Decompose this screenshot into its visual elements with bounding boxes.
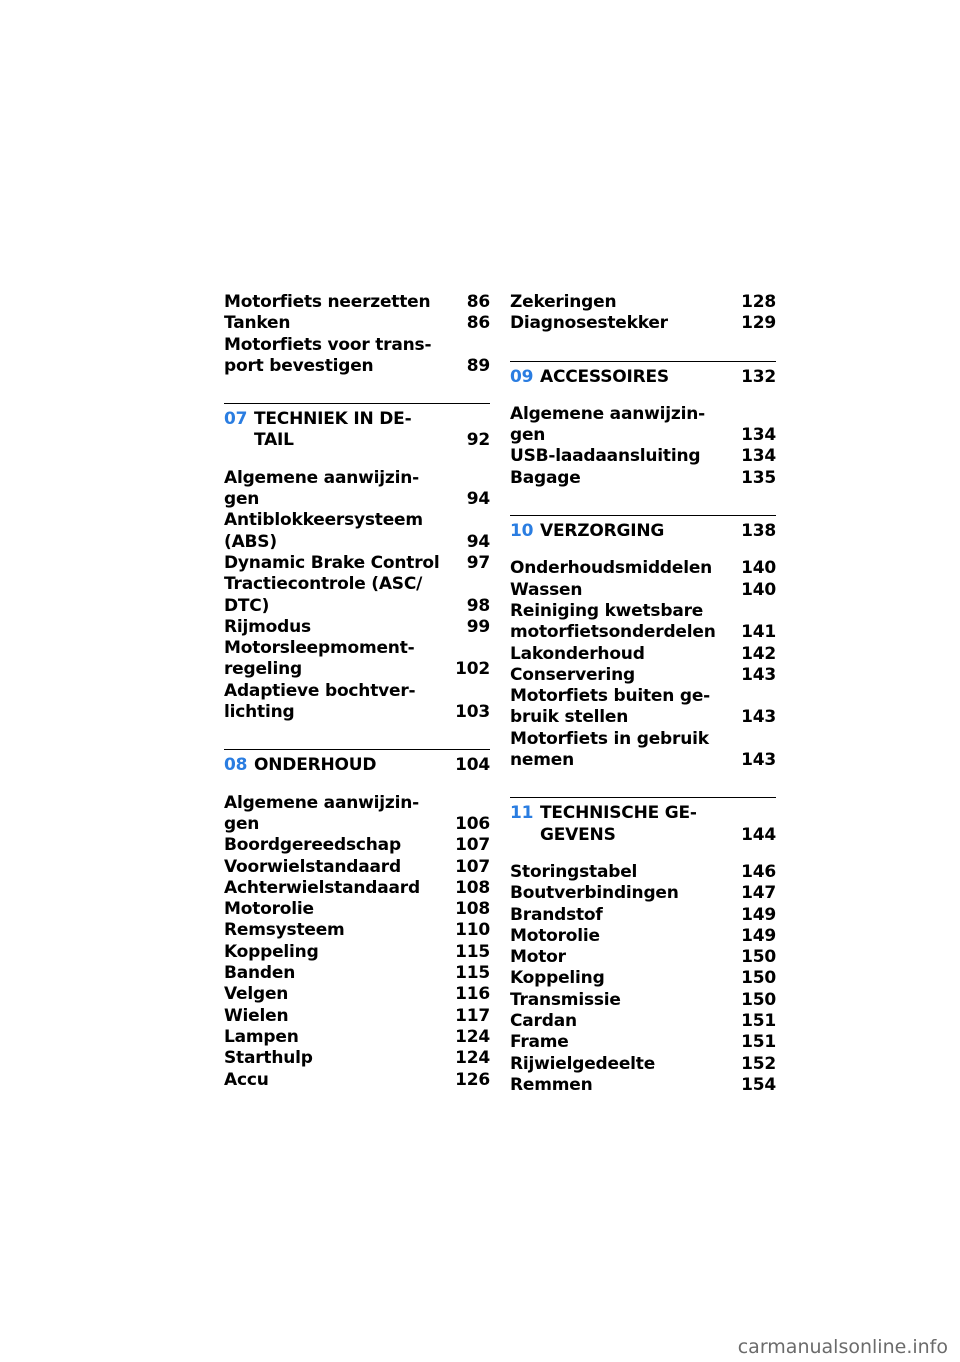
toc-entry-page: 135 <box>741 467 776 488</box>
toc-entry-title: Motorfiets buiten ge- <box>510 686 711 707</box>
toc-entry-title: Rijmodus <box>224 616 311 637</box>
toc-entry-page: 94 <box>466 531 490 552</box>
toc-entry-page: 151 <box>741 1032 776 1053</box>
toc-entry-page: 117 <box>455 1005 490 1026</box>
toc-entry-title: gen <box>510 425 546 446</box>
section-entries <box>510 558 776 771</box>
section-number: 07 <box>224 409 248 430</box>
section-title: TECHNIEK IN DE- <box>254 409 412 430</box>
section-11 <box>510 797 776 846</box>
toc-entry-page: 154 <box>741 1074 776 1095</box>
toc-entry[interactable] <box>510 926 776 947</box>
toc-entry-page: 143 <box>741 707 776 728</box>
toc-entry-page: 103 <box>455 702 490 723</box>
section-heading[interactable] <box>224 755 490 776</box>
section-number: 08 <box>224 755 248 776</box>
toc-entry[interactable] <box>224 553 490 574</box>
section-heading[interactable] <box>224 409 490 430</box>
toc-entry[interactable] <box>224 1027 490 1048</box>
toc-entry-page: 151 <box>741 1011 776 1032</box>
section-entries <box>224 468 490 724</box>
toc-entry-title: Reiniging kwetsbare <box>510 600 704 621</box>
toc-entry-title: Remmen <box>510 1074 593 1095</box>
toc-entry[interactable] <box>224 617 490 638</box>
toc-entry-page: 110 <box>455 920 490 941</box>
toc-entry-page: 124 <box>455 1048 490 1069</box>
toc-entry-page: 150 <box>741 989 776 1010</box>
toc-entry[interactable] <box>224 920 490 941</box>
toc-entry-title: Accu <box>224 1069 269 1090</box>
toc-entry[interactable] <box>510 1054 776 1075</box>
section-title: TECHNISCHE GE- <box>540 803 697 824</box>
toc-entry-title: Cardan <box>510 1011 577 1032</box>
toc-entry-title: Achterwielstandaard <box>224 877 420 898</box>
toc-entry-title: motorfietsonderdelen <box>510 622 716 643</box>
toc-entry-title: Motorsleepmoment- <box>224 638 415 659</box>
toc-entry[interactable] <box>510 905 776 926</box>
toc-entry-page: 107 <box>455 835 490 856</box>
toc-entry-title: Zekeringen <box>510 292 617 312</box>
toc-column-right <box>510 292 776 1096</box>
section-heading[interactable] <box>510 521 776 542</box>
toc-entry-title: Voorwielstandaard <box>224 856 401 877</box>
section-heading[interactable] <box>510 367 776 388</box>
toc-entry-title: Banden <box>224 963 296 984</box>
toc-entry[interactable] <box>224 489 490 510</box>
toc-column-left <box>224 292 490 1091</box>
toc-entry-title: Tractiecontrole (ASC/ <box>224 574 423 595</box>
section-title: ONDERHOUD <box>254 755 377 776</box>
toc-entry-page: 150 <box>741 947 776 968</box>
toc-entry-page: 108 <box>455 899 490 920</box>
toc-entry[interactable] <box>510 990 776 1011</box>
toc-entry-page: 102 <box>455 659 490 680</box>
toc-entry[interactable] <box>224 835 490 856</box>
toc-entry-title: Algemene aanwijzin- <box>510 403 705 424</box>
section-09 <box>510 361 776 388</box>
section-title: ACCESSOIRES <box>540 366 669 387</box>
toc-entry[interactable] <box>510 446 776 467</box>
toc-entry-title: Tanken <box>224 313 291 334</box>
toc-entry-page: 106 <box>455 813 490 834</box>
toc-entry-title: Algemene aanwijzin- <box>224 792 419 813</box>
toc-entry-title: Diagnosestekker <box>510 313 668 334</box>
toc-entry[interactable] <box>510 292 776 313</box>
toc-entry-title: nemen <box>510 750 574 771</box>
toc-entry-title: Dynamic Brake Control <box>224 552 440 573</box>
section-page: 144 <box>741 824 776 845</box>
section-number: 11 <box>510 803 534 824</box>
toc-entry-page: 128 <box>741 292 776 312</box>
toc-entry-page: 147 <box>741 883 776 904</box>
toc-entry-title: Frame <box>510 1032 569 1053</box>
toc-entry-page: 143 <box>741 664 776 685</box>
section-number: 10 <box>510 521 534 542</box>
section-title: VERZORGING <box>540 521 665 542</box>
toc-entry-page: 99 <box>466 616 490 637</box>
toc-entry-title: Motorolie <box>224 899 314 920</box>
watermark: carmanualsonline.info <box>737 1336 948 1358</box>
toc-entry[interactable] <box>510 468 776 489</box>
toc-entry[interactable] <box>224 356 490 377</box>
toc-entry[interactable] <box>510 644 776 665</box>
toc-entry-page: 152 <box>741 1053 776 1074</box>
toc-entry-line <box>224 510 490 531</box>
toc-entry-title: Motorfiets neerzetten <box>224 292 431 312</box>
toc-entry-page: 94 <box>466 489 490 510</box>
section-page: 92 <box>466 430 490 451</box>
toc-entry-page: 89 <box>466 355 490 376</box>
toc-entry[interactable] <box>510 1032 776 1053</box>
toc-entry-page: 116 <box>455 984 490 1005</box>
toc-entry-title: Onderhoudsmiddelen <box>510 558 713 579</box>
toc-entry-line <box>224 638 490 659</box>
section-page: 132 <box>741 366 776 387</box>
toc-entry-title: gen <box>224 813 260 834</box>
toc-entry-title: Transmissie <box>510 989 621 1010</box>
toc-entry-line <box>224 574 490 595</box>
toc-entry-page: 150 <box>741 968 776 989</box>
section-heading-line2 <box>224 430 490 451</box>
toc-entry-title: Wielen <box>224 1005 289 1026</box>
toc-entry-page: 108 <box>455 877 490 898</box>
toc-entry-page: 98 <box>466 595 490 616</box>
toc-entry[interactable] <box>224 313 490 334</box>
toc-entry[interactable] <box>510 707 776 728</box>
toc-entry-page: 107 <box>455 856 490 877</box>
toc-entry-title: Motor <box>510 947 566 968</box>
toc-entry[interactable] <box>224 292 490 313</box>
toc-entry-title: Starthulp <box>224 1048 313 1069</box>
toc-entry-page: 86 <box>466 313 490 334</box>
toc-entry-page: 97 <box>466 552 490 573</box>
toc-entry-title: Bagage <box>510 467 581 488</box>
toc-entry[interactable] <box>224 942 490 963</box>
toc-entry-title: Remsysteem <box>224 920 345 941</box>
toc-entry-title: Rijwielgedeelte <box>510 1053 656 1074</box>
toc-entry-page: 134 <box>741 446 776 467</box>
toc-entry-title: Adaptieve bochtver- <box>224 680 416 701</box>
toc-entry-title: lichting <box>224 702 295 723</box>
toc-entry[interactable] <box>510 1075 776 1096</box>
toc-entry-page: 115 <box>455 941 490 962</box>
section-page: 138 <box>741 521 776 542</box>
section-07 <box>224 403 490 452</box>
toc-entry[interactable] <box>510 862 776 883</box>
toc-entry-line <box>510 404 776 425</box>
toc-entry-title: Motorfiets voor trans- <box>224 334 432 355</box>
toc-entry[interactable] <box>510 622 776 643</box>
toc-entry-page: 146 <box>741 861 776 882</box>
toc-entry-page: 142 <box>741 643 776 664</box>
toc-entry[interactable] <box>510 947 776 968</box>
toc-entry-line <box>224 468 490 489</box>
toc-entry-page: 124 <box>455 1026 490 1047</box>
toc-entry[interactable] <box>224 702 490 723</box>
toc-entry[interactable] <box>224 659 490 680</box>
toc-entry-title: port bevestigen <box>224 355 374 376</box>
toc-entry-page: 129 <box>741 313 776 334</box>
toc-entry-title: Lakonderhoud <box>510 643 645 664</box>
toc-entry[interactable] <box>224 1070 490 1091</box>
toc-entry-line <box>510 729 776 750</box>
section-heading-line2 <box>510 825 776 846</box>
toc-entry[interactable] <box>510 968 776 989</box>
toc-entry-line <box>510 686 776 707</box>
toc-entry[interactable] <box>224 963 490 984</box>
toc-entry-title: Storingstabel <box>510 861 638 882</box>
toc-entry-page: 143 <box>741 750 776 771</box>
section-title-continued: GEVENS <box>540 824 616 845</box>
toc-entry-title: USB-laadaansluiting <box>510 446 701 467</box>
toc-entry-title: Algemene aanwijzin- <box>224 467 419 488</box>
toc-entry-page: 134 <box>741 425 776 446</box>
toc-entry[interactable] <box>510 580 776 601</box>
toc-entry[interactable] <box>510 750 776 771</box>
toc-entry[interactable] <box>224 857 490 878</box>
toc-entry[interactable] <box>224 1006 490 1027</box>
toc-entry-line <box>224 793 490 814</box>
toc-entry-page: 149 <box>741 904 776 925</box>
toc-entry-title: Antiblokkeersysteem <box>224 510 423 531</box>
toc-entry-title: Motorolie <box>510 925 600 946</box>
toc-entry[interactable] <box>510 313 776 334</box>
section-entries <box>510 404 776 489</box>
toc-entry-line <box>224 335 490 356</box>
toc-entry[interactable] <box>510 558 776 579</box>
toc-entry-title: Boutverbindingen <box>510 883 679 904</box>
toc-entry-title: Lampen <box>224 1026 299 1047</box>
section-title-continued: TAIL <box>254 430 294 451</box>
toc-entry-page: 126 <box>455 1069 490 1090</box>
toc-entry-title: bruik stellen <box>510 707 629 728</box>
toc-entry-title: Brandstof <box>510 904 603 925</box>
toc-entry[interactable] <box>510 883 776 904</box>
toc-entry-title: Velgen <box>224 984 289 1005</box>
toc-entry-title: gen <box>224 489 260 510</box>
section-number: 09 <box>510 366 534 387</box>
toc-entry-title: Boordgereedschap <box>224 835 401 856</box>
toc-entry[interactable] <box>224 596 490 617</box>
toc-entry-line <box>224 681 490 702</box>
toc-entry[interactable] <box>510 1011 776 1032</box>
section-10 <box>510 515 776 542</box>
toc-entry-title: Koppeling <box>224 941 319 962</box>
section-entries <box>224 793 490 1091</box>
toc-entry[interactable] <box>510 425 776 446</box>
section-entries <box>510 862 776 1096</box>
toc-entry-page: 149 <box>741 925 776 946</box>
toc-entry[interactable] <box>510 665 776 686</box>
toc-entry-title: DTC) <box>224 595 270 616</box>
toc-entry-title: Conservering <box>510 664 635 685</box>
toc-entry[interactable] <box>224 1048 490 1069</box>
toc-entry[interactable] <box>224 899 490 920</box>
section-heading[interactable] <box>510 803 776 824</box>
toc-entry-line <box>510 601 776 622</box>
toc-entry[interactable] <box>224 984 490 1005</box>
toc-entry[interactable] <box>224 814 490 835</box>
toc-entry-page: 115 <box>455 963 490 984</box>
section-page: 104 <box>455 755 490 776</box>
toc-entry-title: Koppeling <box>510 968 605 989</box>
toc-entry-page: 140 <box>741 558 776 579</box>
toc-entry-page: 86 <box>466 292 490 312</box>
toc-entry-title: Motorfiets in gebruik <box>510 728 709 749</box>
toc-entry-title: regeling <box>224 659 302 680</box>
toc-entry-title: Wassen <box>510 579 583 600</box>
toc-entry-title: (ABS) <box>224 531 277 552</box>
toc-entry[interactable] <box>224 532 490 553</box>
toc-entry-page: 141 <box>741 622 776 643</box>
section-08 <box>224 749 490 776</box>
toc-entry-page: 140 <box>741 579 776 600</box>
toc-entry[interactable] <box>224 878 490 899</box>
